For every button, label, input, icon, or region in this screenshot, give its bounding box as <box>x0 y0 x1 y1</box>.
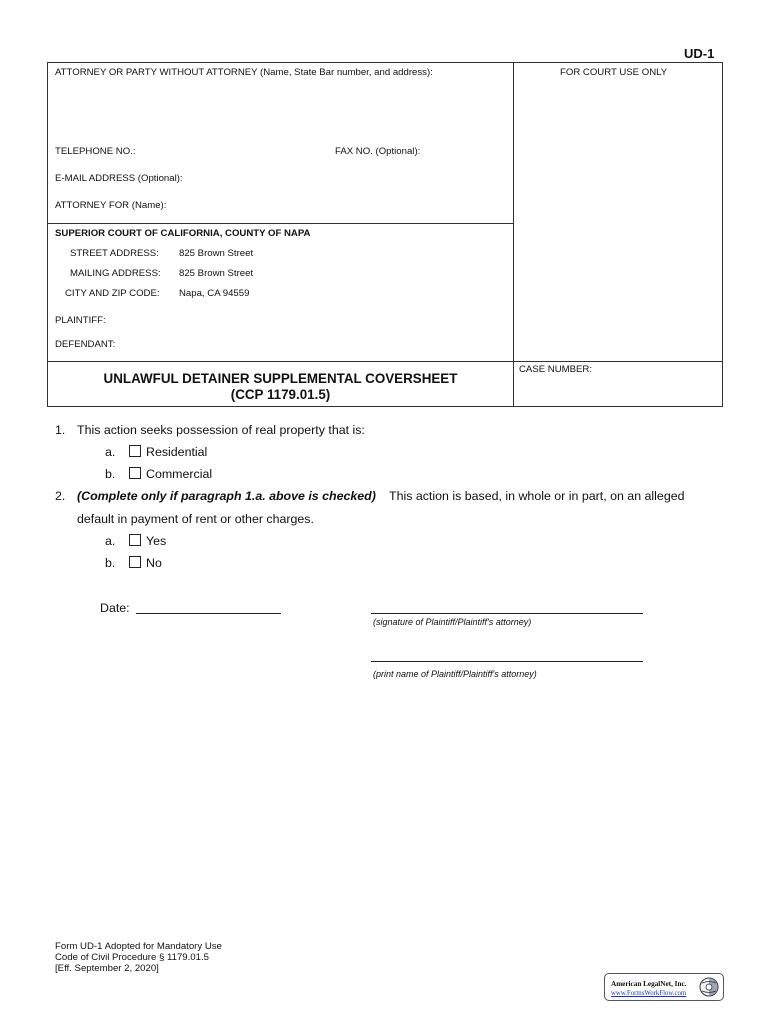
case-number-label: CASE NUMBER: <box>519 364 593 375</box>
city-label: CITY AND ZIP CODE: <box>65 288 160 299</box>
court-name: SUPERIOR COURT OF CALIFORNIA, COUNTY OF NAPA <box>55 228 311 239</box>
city-value: Napa, CA 94559 <box>179 288 250 299</box>
date-field[interactable] <box>136 613 281 614</box>
vertical-divider <box>513 63 514 406</box>
title-line-2: (CCP 1179.01.5) <box>230 387 331 402</box>
print-name-caption: (print name of Plaintiff/Plaintiff's attorney) <box>373 669 537 679</box>
street-label: STREET ADDRESS: <box>70 248 159 259</box>
logo-url-link[interactable]: www.FormsWorkFlow.com <box>611 990 687 997</box>
no-label: No <box>146 556 162 570</box>
residential-checkbox[interactable] <box>129 445 141 457</box>
email-label: E-MAIL ADDRESS (Optional): <box>55 173 183 184</box>
commercial-checkbox[interactable] <box>129 467 141 479</box>
defendant-label: DEFENDANT: <box>55 339 116 350</box>
item-2b-letter: b. <box>105 556 116 570</box>
yes-checkbox[interactable] <box>129 534 141 546</box>
footer-line-2: Code of Civil Procedure § 1179.01.5 <box>55 952 209 963</box>
footer-line-3: [Eff. September 2, 2020] <box>55 963 159 974</box>
legalnet-logo <box>604 973 724 1001</box>
signature-caption: (signature of Plaintiff/Plaintiff's attorney) <box>373 617 532 627</box>
signature-field[interactable] <box>371 613 643 614</box>
caption-box <box>47 62 723 407</box>
item-1-number: 1. <box>55 423 66 437</box>
divider-parties-title <box>48 361 513 362</box>
item-2-qualifier: (Complete only if paragraph 1.a. above is checked) <box>77 489 376 503</box>
form-footer <box>55 941 222 974</box>
date-label: Date: <box>100 601 130 615</box>
divider-attorney-court <box>48 223 513 224</box>
print-name-field[interactable] <box>371 661 643 662</box>
globe-icon <box>699 977 719 997</box>
item-2a-letter: a. <box>105 534 116 548</box>
plaintiff-label: PLAINTIFF: <box>55 315 106 326</box>
mailing-value: 825 Brown Street <box>179 268 254 279</box>
commercial-label: Commercial <box>146 467 213 481</box>
telephone-label: TELEPHONE NO.: <box>55 146 136 157</box>
logo-name: American LegalNet, Inc. <box>611 980 687 988</box>
fax-label: FAX NO. (Optional): <box>335 146 421 157</box>
court-use-label: FOR COURT USE ONLY <box>560 67 668 78</box>
item-2-number: 2. <box>55 489 66 503</box>
form-id: UD-1 <box>684 46 715 61</box>
item-1a-letter: a. <box>105 445 116 459</box>
no-checkbox[interactable] <box>129 556 141 568</box>
item-1b-letter: b. <box>105 467 116 481</box>
item-2-text-2: default in payment of rent or other charges. <box>77 512 314 526</box>
divider-court-case <box>513 361 723 362</box>
title-line-1: UNLAWFUL DETAINER SUPPLEMENTAL COVERSHEET <box>103 371 458 386</box>
item-1-text: This action seeks possession of real property that is: <box>77 423 365 437</box>
mailing-label: MAILING ADDRESS: <box>70 268 161 279</box>
yes-label: Yes <box>146 534 167 548</box>
form-title <box>48 371 513 403</box>
street-value: 825 Brown Street <box>179 248 254 259</box>
footer-line-1: Form UD-1 Adopted for Mandatory Use <box>55 941 222 952</box>
residential-label: Residential <box>146 445 208 459</box>
attorney-label: ATTORNEY OR PARTY WITHOUT ATTORNEY (Name, State Bar number, and address): <box>55 67 433 78</box>
attorney-for-label: ATTORNEY FOR (Name): <box>55 200 167 211</box>
item-2-text-1: This action is based, in whole or in part, on an alleged <box>389 489 685 503</box>
